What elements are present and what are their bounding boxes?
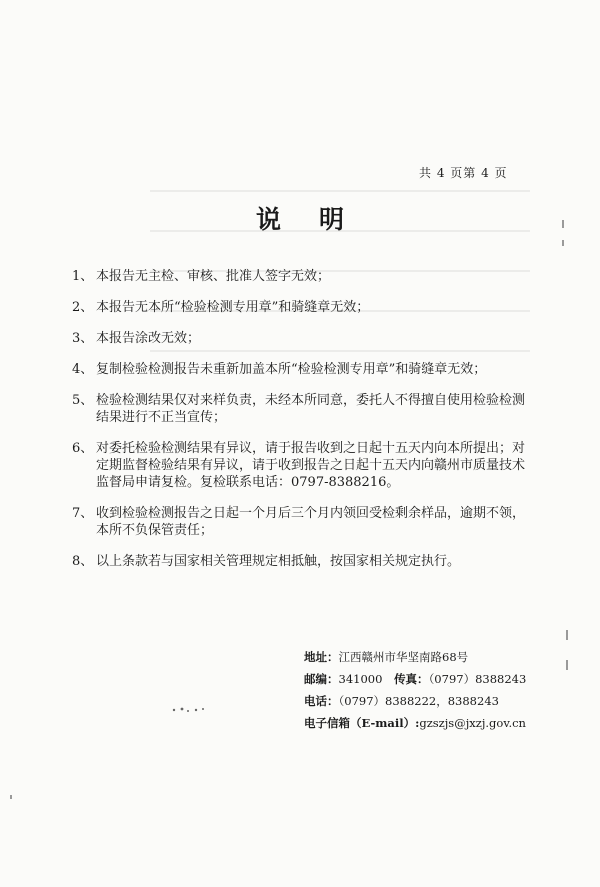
item-number: 3、 [72, 331, 94, 346]
list-item [72, 330, 532, 347]
postcode-value: 341000 [338, 672, 383, 686]
postcode-label: 邮编： [304, 672, 339, 686]
item-number: 2、 [72, 300, 94, 315]
list-item [72, 299, 532, 316]
item-number: 6、 [72, 441, 94, 456]
item-text: 复制检验检测报告未重新加盖本所“检验检测专用章”和骑缝章无效； [96, 362, 487, 377]
contact-block [304, 646, 584, 734]
list-item [72, 505, 532, 539]
scan-speck [566, 630, 568, 640]
phone-value: （0797）8388222，8388243 [338, 694, 499, 708]
item-number: 8、 [72, 554, 94, 569]
item-number: 1、 [72, 269, 94, 284]
fax-label: 传真： [394, 672, 429, 686]
list-item [72, 553, 532, 570]
item-text: 收到检验检测报告之日起一个月后三个月内领回受检剩余样品，逾期不领，本所不负保管责任； [96, 506, 526, 538]
scan-speck [10, 795, 12, 799]
scan-speck [562, 240, 564, 246]
scan-speck [566, 660, 568, 670]
address-label: 地址： [304, 650, 339, 664]
scan-speck [562, 220, 564, 228]
item-text: 检验检测结果仅对来样负责，未经本所同意，委托人不得擅自使用检验检测结果进行不正当宣传； [96, 393, 526, 425]
item-text: 本报告无主检、审核、批准人签字无效； [96, 269, 331, 284]
phone-line [304, 690, 584, 712]
item-text: 对委托检验检测结果有异议，请于报告收到之日起十五天内向本所提出；对定期监督检验结果有异议，请于收到报告之日起十五天内向赣州市质量技术监督局申请复检。复检联系电话：0797-8388216。 [96, 441, 526, 490]
phone-label: 电话： [304, 694, 339, 708]
email-value: gzszjs@jxzj.gov.cn [419, 716, 526, 730]
notice-list [72, 268, 532, 584]
postcode-fax-line [304, 668, 584, 690]
list-item [72, 361, 532, 378]
item-text: 本报告涂改无效； [96, 331, 201, 346]
scan-specks [170, 704, 210, 716]
item-number: 4、 [72, 362, 94, 377]
page-count: 共 4 页第 4 页 [419, 166, 508, 180]
list-item [72, 440, 532, 491]
address-value: 江西赣州市华坚南路68号 [338, 650, 469, 664]
item-text: 以上条款若与国家相关管理规定相抵触，按国家相关规定执行。 [96, 554, 461, 569]
item-number: 5、 [72, 393, 94, 408]
item-number: 7、 [72, 506, 94, 521]
fax-value: （0797）8388243 [428, 672, 527, 686]
list-item [72, 392, 532, 426]
email-label: 电子信箱（E-mail）: [304, 716, 420, 730]
page-title: 说明 [255, 205, 382, 234]
list-item [72, 268, 532, 285]
email-line [304, 712, 584, 734]
address-line [304, 646, 584, 668]
item-text: 本报告无本所“检验检测专用章”和骑缝章无效； [96, 300, 370, 315]
